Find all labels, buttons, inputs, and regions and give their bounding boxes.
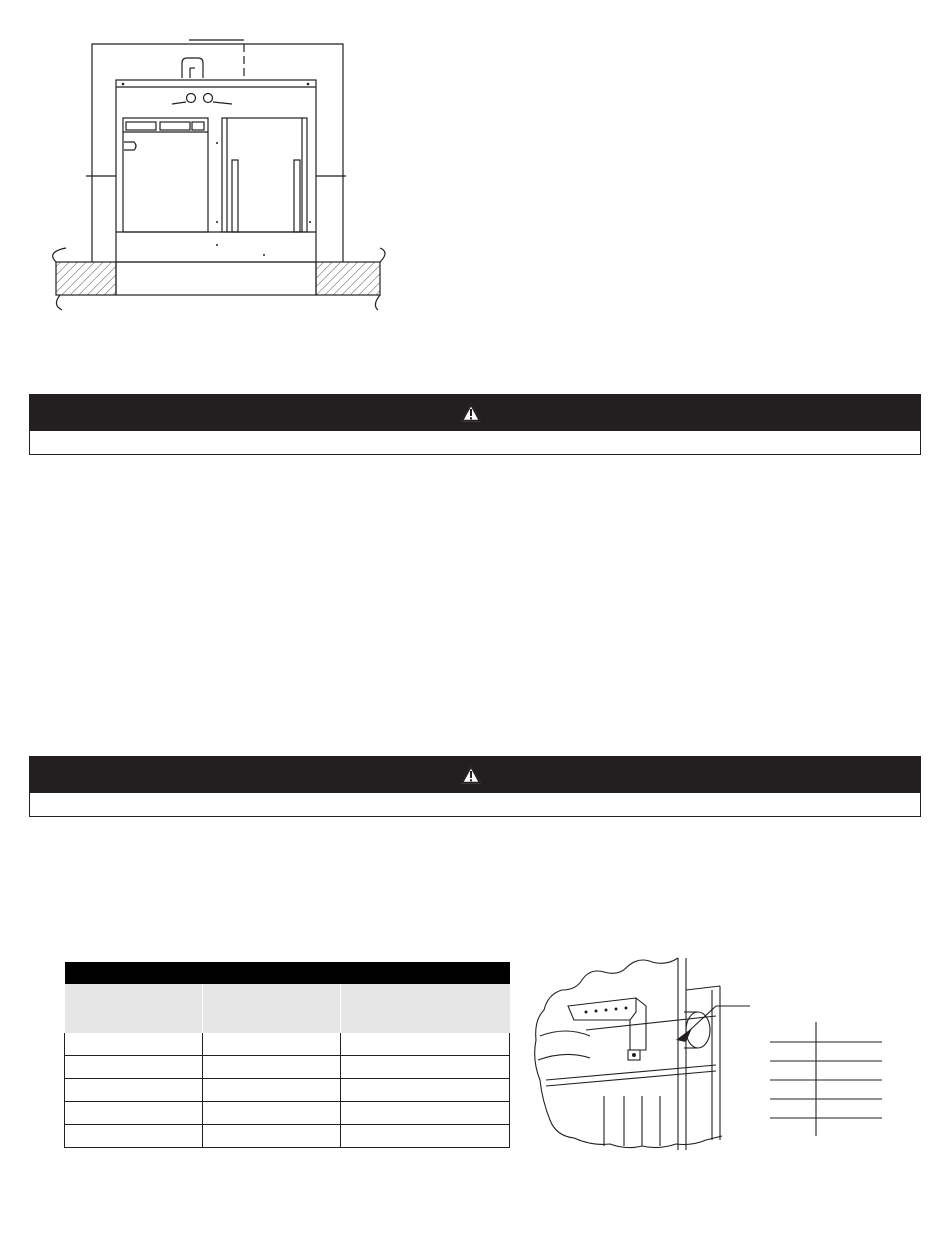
warning-triangle-icon <box>458 762 484 786</box>
warning-body-1 <box>29 430 921 455</box>
warning-body-2 <box>29 792 921 817</box>
table-cell <box>65 1079 203 1102</box>
table-row <box>65 1056 510 1079</box>
table-row <box>65 1125 510 1148</box>
table-cell <box>340 1102 510 1125</box>
table-row <box>65 1033 510 1056</box>
table-cell <box>202 1125 340 1148</box>
table-cell <box>65 1102 203 1125</box>
table-cell <box>202 1079 340 1102</box>
warning-triangle-icon <box>458 400 484 424</box>
table-title <box>65 962 510 984</box>
bracket-cutaway-figure <box>526 950 756 1160</box>
table-cell <box>65 1056 203 1079</box>
table-cell <box>202 1033 340 1056</box>
table-cell <box>340 1125 510 1148</box>
table-column-header <box>340 984 510 1033</box>
table-row <box>65 1102 510 1125</box>
warning-header-2 <box>29 756 921 792</box>
table-cell <box>65 1033 203 1056</box>
table-cell <box>340 1056 510 1079</box>
furnace-installation-figure <box>0 0 420 330</box>
table-cell <box>202 1056 340 1079</box>
table-cell <box>340 1079 510 1102</box>
warning-header-1 <box>29 394 921 430</box>
table-row <box>65 1079 510 1102</box>
table-cell <box>340 1033 510 1056</box>
table-column-header <box>65 984 203 1033</box>
table-column-header <box>202 984 340 1033</box>
table-cell <box>202 1102 340 1125</box>
line-legend-figure <box>766 1020 886 1140</box>
spec-table <box>64 962 510 1148</box>
table-cell <box>65 1125 203 1148</box>
